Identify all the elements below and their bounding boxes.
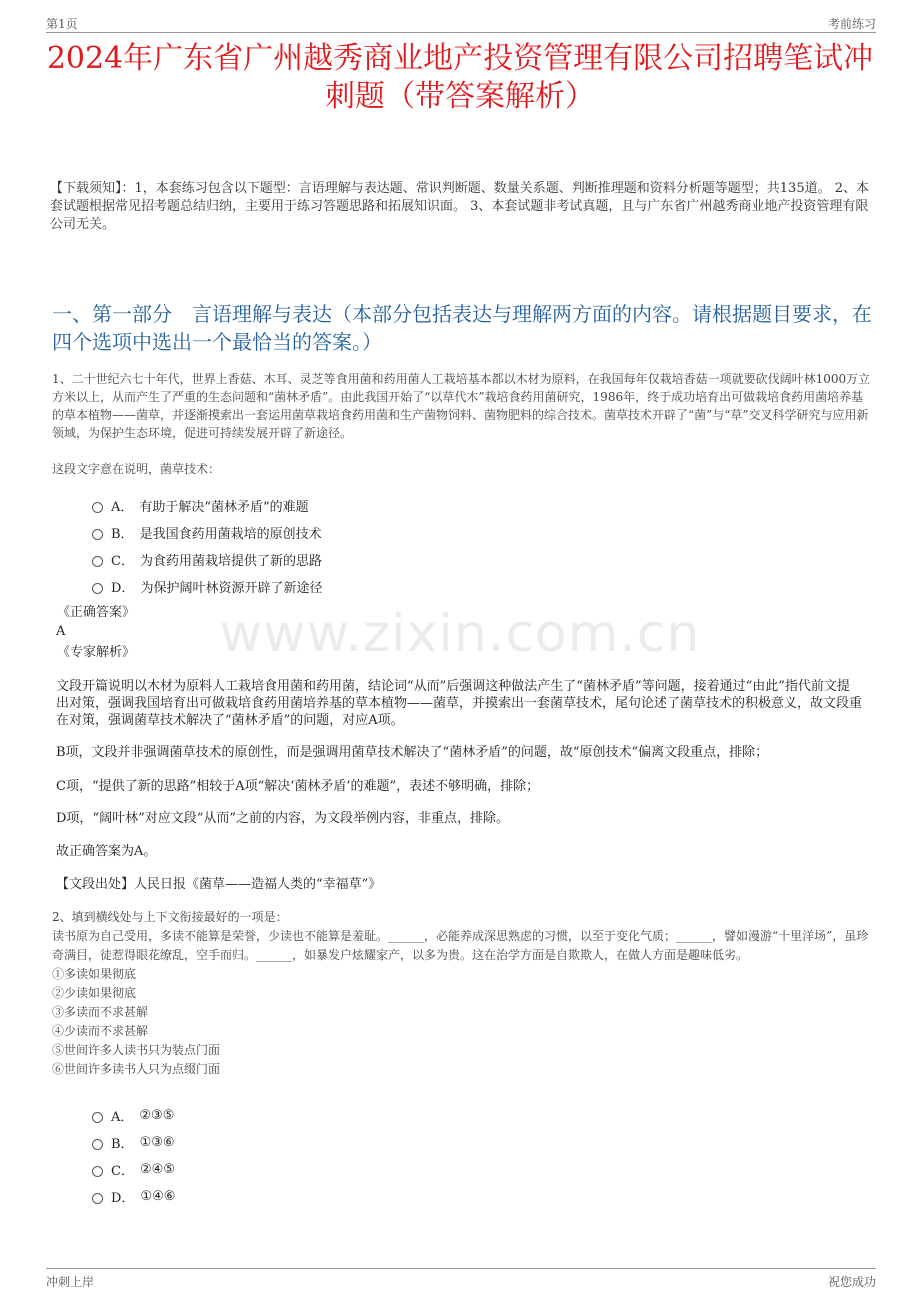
- radio-icon[interactable]: [92, 583, 103, 594]
- footer-left: 冲刺上岸: [46, 1275, 95, 1289]
- analysis-paragraph: D项，“阔叶林”对应文段“从而”之前的内容，为文段举例内容，非重点，排除。: [56, 811, 510, 826]
- question-2-intro: 2、填到横线处与上下文衔接最好的一项是：: [52, 910, 288, 924]
- choice-item: ⑥世间许多读书人只为点缀门面: [52, 1062, 221, 1076]
- question-1-prompt: 这段文字意在说明，菌草技术：: [52, 462, 221, 476]
- radio-icon[interactable]: [92, 529, 103, 540]
- question-1-options: [92, 492, 322, 600]
- option-a[interactable]: A． 有助于解决“菌林矛盾”的难题: [92, 492, 322, 519]
- choice-item: ④少读而不求甚解: [52, 1024, 149, 1038]
- radio-icon[interactable]: [92, 1193, 103, 1204]
- option-a[interactable]: A． ②③⑤: [92, 1102, 175, 1129]
- page-number: 第1页: [46, 17, 78, 31]
- option-b[interactable]: B． 是我国食药用菌栽培的原创技术: [92, 519, 322, 546]
- page-footer: [46, 1268, 876, 1289]
- document-title: 2024年广东省广州越秀商业地产投资管理有限公司招聘笔试冲刺题（带答案解析）: [46, 41, 874, 114]
- choice-item: ⑤世间许多人读书只为装点门面: [52, 1043, 221, 1057]
- choice-item: ②少读如果彻底: [52, 986, 137, 1000]
- footer-right: 祝您成功: [827, 1275, 876, 1289]
- question-2-options: [92, 1102, 175, 1210]
- question-2-stem: [52, 908, 874, 1079]
- analysis-label: 《专家解析》: [57, 645, 136, 660]
- section-heading: 一、第一部分 言语理解与表达（本部分包括表达与理解两方面的内容。请根据题目要求，在四个选项中选出一个最恰当的答案。）: [52, 302, 872, 354]
- question-2-passage: 读书原为自己受用，多读不能算是荣誉，少读也不能算是羞耻。______，必能养成深思熟虑的习惯，以至于变化气质；______，譬如漫游“十里洋场”，虽珍奇满目，徒惹得眼花缭乱，空手而归。______，如暴发户炫耀家产，以多为贵。这在治学方面是自欺欺人，在做人方面是趣味低劣。: [52, 929, 869, 962]
- source-citation: 【文段出处】人民日报《菌草——造福人类的“幸福草”》: [56, 877, 382, 892]
- radio-icon[interactable]: [92, 556, 103, 567]
- analysis-paragraph: C项，“提供了新的思路”相较于A项“解决‘菌林矛盾’的难题”，表述不够明确，排除；: [56, 779, 540, 794]
- option-d[interactable]: D． ①④⑥: [92, 1183, 175, 1210]
- header-tag: 考前练习: [827, 17, 876, 31]
- analysis-paragraph: B项，文段并非强调菌草技术的原创性，而是强调用菌草技术解决了“菌林矛盾”的问题，故“原创技术”偏离文段重点，排除；: [56, 745, 769, 760]
- answer-value: A: [56, 624, 66, 639]
- choice-item: ①多读如果彻底: [52, 967, 137, 981]
- question-1-stem: 1、二十世纪六七十年代，世界上香菇、木耳、灵芝等食用菌和药用菌人工栽培基本都以木材为原料，在我国每年仅栽培香菇一项就要砍伐阔叶林1000万立方米以上，从而产生了严重的生态问题和“菌林矛盾”。由此我国开始了“以草代木”栽培食药用菌研究，1986年，终于成功培育出可做栽培食药用菌培养基的草本植物——菌草，并逐渐摸索出一套运用菌草栽培食药用菌和生产菌物饲料、菌物肥料的综合技术。菌草技术开辟了“菌”与“草”交叉科学研究与应用新领域，为保护生态环境，促进可持续发展开辟了新途径。: [52, 372, 871, 440]
- option-c[interactable]: C． 为食药用菌栽培提供了新的思路: [92, 546, 322, 573]
- answer-label: 《正确答案》: [57, 605, 136, 620]
- radio-icon[interactable]: [92, 1139, 103, 1150]
- download-notice: 【下载须知】：1，本套练习包含以下题型：言语理解与表达题、常识判断题、数量关系题、判断推理题和资料分析题等题型；共135道。 2、本套试题根据常见招考题总结归纳，主要用于练习答题思路和拓展知识面。 3、本套试题非考试真题，且与广东省广州越秀商业地产投资管理有限公司无关。: [50, 181, 869, 232]
- watermark: www.zixin.com.cn: [219, 604, 701, 664]
- choice-item: ③多读而不求甚解: [52, 1005, 149, 1019]
- analysis-conclusion: 故正确答案为A。: [56, 844, 157, 859]
- option-d[interactable]: D． 为保护阔叶林资源开辟了新途径: [92, 573, 322, 600]
- radio-icon[interactable]: [92, 1166, 103, 1177]
- option-c[interactable]: C． ②④⑤: [92, 1156, 175, 1183]
- analysis-paragraph: 文段开篇说明以木材为原料人工栽培食用菌和药用菌，结论词“从而”后强调这种做法产生了“菌林矛盾”等问题，接着通过“由此”指代前文提出对策，强调我国培育出可做栽培食药用菌培养基的草本植物——菌草，并摸索出一套菌草技术，尾句论述了菌草技术的积极意义，故文段重在对策，强调菌草技术解决了“菌林矛盾”的问题，对应A项。: [56, 679, 863, 728]
- radio-icon[interactable]: [92, 1112, 103, 1123]
- radio-icon[interactable]: [92, 502, 103, 513]
- page-header: [46, 12, 876, 33]
- option-b[interactable]: B． ①③⑥: [92, 1129, 175, 1156]
